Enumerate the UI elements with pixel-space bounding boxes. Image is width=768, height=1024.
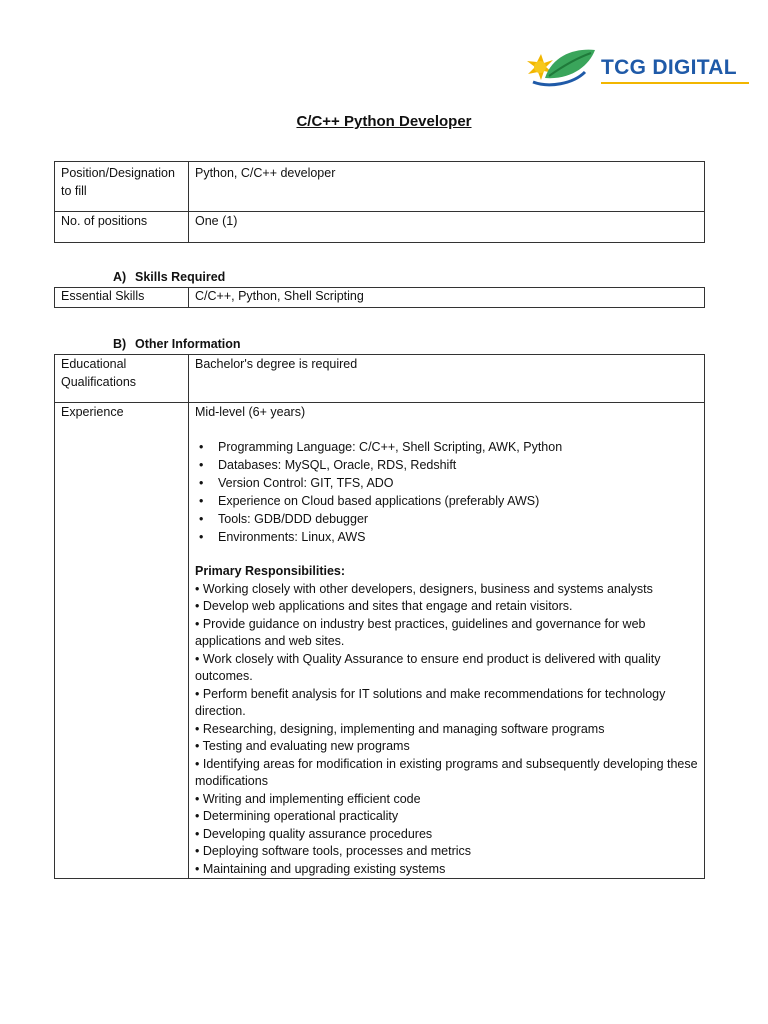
other-info-table — [54, 354, 705, 879]
position-value: Python, C/C++ developer — [189, 162, 705, 212]
list-item: • Perform benefit analysis for IT solutions and make recommendations for technology direction. — [195, 686, 666, 718]
positions-count-label: No. of positions — [55, 212, 189, 243]
responsibilities-list — [195, 581, 698, 879]
list-item: • Maintaining and upgrading existing systems — [195, 861, 446, 876]
list-item: • Deploying software tools, processes and metrics — [195, 844, 472, 858]
responsibilities-heading: Primary Responsibilities: — [195, 564, 346, 578]
position-table — [54, 161, 705, 243]
list-item: • Identifying areas for modification in existing programs and subsequently developing these modifications — [195, 756, 698, 788]
leaf-sun-emblem-icon — [515, 44, 605, 90]
positions-count-value: One (1) — [189, 212, 705, 243]
position-label: Position/Designation to fill — [55, 162, 189, 212]
list-item: • Work closely with Quality Assurance to ensure end product is delivered with quality outcomes. — [195, 651, 661, 683]
experience-label: Experience — [55, 403, 189, 879]
table-row — [55, 355, 705, 403]
experience-level: Mid-level (6+ years) — [195, 405, 306, 419]
list-item: • Provide guidance on industry best practices, guidelines and governance for web applications and web sites. — [195, 616, 646, 648]
logo-underline — [601, 82, 749, 84]
table-row — [55, 288, 705, 308]
table-row — [55, 212, 705, 243]
list-item: • Databases: MySQL, Oracle, RDS, Redshift — [195, 456, 698, 474]
list-item: • Version Control: GIT, TFS, ADO — [195, 474, 698, 492]
section-letter: A) — [113, 270, 127, 284]
essential-skills-label: Essential Skills — [55, 288, 189, 308]
skills-section-heading — [113, 270, 225, 284]
page-title: C/C++ Python Developer — [296, 113, 472, 130]
experience-cell — [189, 403, 705, 879]
list-item: • Researching, designing, implementing and managing software programs — [195, 721, 605, 736]
list-item: • Writing and implementing efficient code — [195, 791, 421, 806]
list-item: • Experience on Cloud based applications (preferably AWS) — [195, 492, 698, 510]
list-item: • Determining operational practicality — [195, 809, 399, 823]
education-value: Bachelor's degree is required — [189, 355, 705, 403]
list-item: • Working closely with other developers, designers, business and systems analysts — [195, 581, 653, 596]
list-item: • Programming Language: C/C++, Shell Scripting, AWK, Python — [195, 438, 698, 456]
section-title: Skills Required — [135, 270, 226, 284]
table-row — [55, 162, 705, 212]
table-row — [55, 403, 705, 879]
list-item: • Environments: Linux, AWS — [195, 528, 698, 546]
list-item: • Tools: GDB/DDD debugger — [195, 510, 698, 528]
education-label: Educational Qualifications — [55, 355, 189, 403]
list-item: • Developing quality assurance procedures — [195, 826, 433, 841]
other-info-section-heading — [113, 337, 241, 351]
section-title: Other Information — [135, 337, 241, 351]
company-logo — [515, 44, 750, 90]
list-item: • Develop web applications and sites that engage and retain visitors. — [195, 599, 573, 613]
list-item: • Testing and evaluating new programs — [195, 739, 410, 753]
essential-skills-value: C/C++, Python, Shell Scripting — [189, 288, 705, 308]
section-letter: B) — [113, 337, 127, 351]
skills-table — [54, 287, 705, 308]
logo-wordmark: TCG DIGITAL — [601, 56, 737, 79]
tech-list — [195, 438, 698, 546]
